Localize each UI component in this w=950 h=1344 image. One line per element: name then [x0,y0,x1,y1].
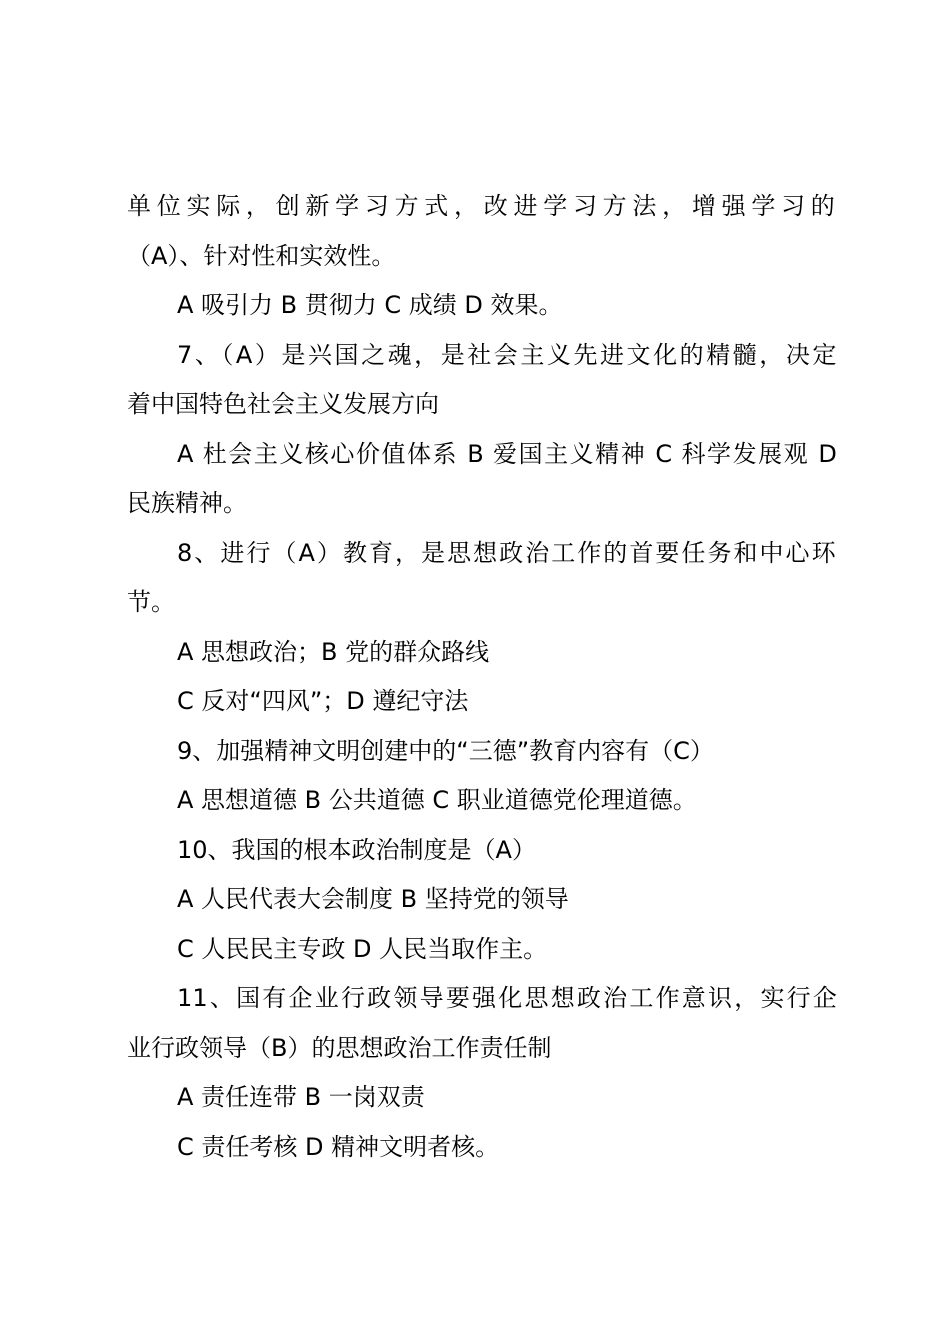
question-8-continued: 节。 [127,588,175,616]
answer-options: C 人民民主专政 D 人民当取作主。 [177,934,548,963]
answer-options: A 思想政治；B 党的群众路线 [177,637,490,666]
question-8: 8、进行（A）教育，是思想政治工作的首要任务和中心环 [177,538,837,567]
answer-options: A 吸引力 B 贯彻力 C 成绩 D 效果。 [177,291,563,319]
answer-options: A 责任连带 B 一岗双责 [177,1083,425,1111]
paragraph-line: （A）、针对性和实效性。 [127,241,396,270]
answer-options: C 反对“四风”；D 遵纪守法 [177,687,469,715]
paragraph-line: 单位实际，创新学习方式，改进学习方法，增强学习的 [127,192,837,220]
question-7-continued: 着中国特色社会主义发展方向 [127,390,439,418]
question-9: 9、加强精神文明创建中的“三德”教育内容有（C） [177,736,714,765]
answer-options: A 杜会主义核心价值体系 B 爱国主义精神 C 科学发展观 D [177,439,837,468]
answer-options-continued: 民族精神。 [127,489,247,517]
question-11: 11、国有企业行政领导要强化思想政治工作意识，实行企 [177,984,837,1012]
question-11-continued: 业行政领导（B）的思想政治工作责任制 [127,1033,552,1062]
answer-options: A 人民代表大会制度 B 坚持党的领导 [177,885,569,913]
question-7: 7、（A）是兴国之魂，是社会主义先进文化的精髓，决定 [177,340,837,369]
document-body [127,182,837,1172]
answer-options: C 责任考核 D 精神文明者核。 [177,1132,500,1161]
answer-options: A 思想道德 B 公共道德 C 职业道德党伦理道德。 [177,786,697,814]
question-10: 10、我国的根本政治制度是（A） [177,835,536,864]
